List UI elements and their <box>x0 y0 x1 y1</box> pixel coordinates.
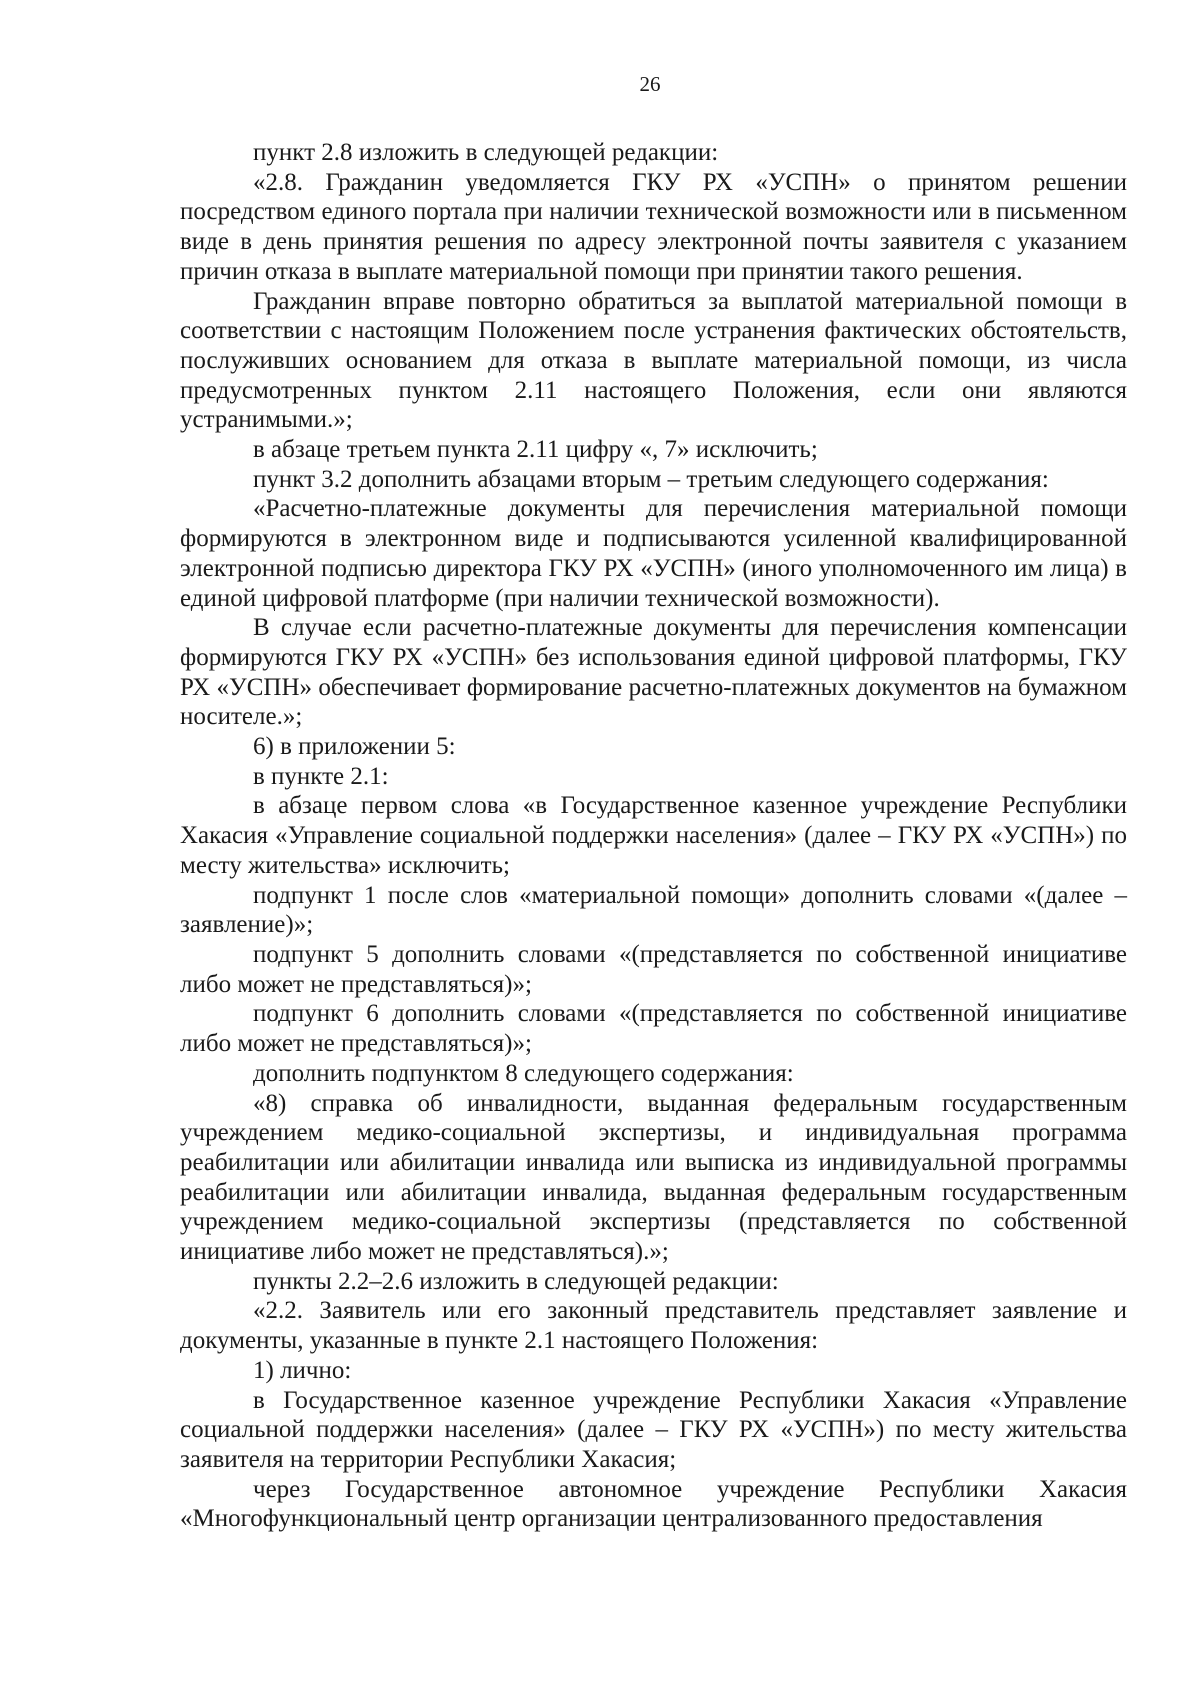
paragraph: подпункт 1 после слов «материальной помощи» дополнить словами «(далее – заявление)»; <box>180 881 1127 939</box>
paragraph: «Расчетно-платежные документы для перечисления материальной помощи формируются в электронном виде и подписываются усиленной квалифицированной электронной подписью директора ГКУ РХ «УСПН» (иного уполномоченного им лица) в единой цифровой платформе (при наличии технической возможности). <box>180 495 1127 612</box>
paragraph: Гражданин вправе повторно обратиться за выплатой материальной помощи в соответствии с настоящим Положением после устранения фактических обстоятельств, послуживших основанием для отказа в выплате материальной помощи, из числа предусмотренных пунктом 2.11 настоящего Положения, если они являются устранимыми.»; <box>180 287 1127 434</box>
paragraph: в абзаце первом слова «в Государственное казенное учреждение Республики Хакасия «Управление социальной поддержки населения» (далее – ГКУ РХ «УСПН») по месту жительства» исключить; <box>180 792 1127 879</box>
paragraph: подпункт 5 дополнить словами «(представляется по собственной инициативе либо может не представляться)»; <box>180 940 1127 998</box>
paragraph: пункт 3.2 дополнить абзацами вторым – третьим следующего содержания: <box>253 465 1049 493</box>
paragraph: «2.2. Заявитель или его законный представитель представляет заявление и документы, указанные в пункте 2.1 настоящего Положения: <box>180 1297 1127 1355</box>
paragraph: 1) лично: <box>253 1356 352 1384</box>
paragraph: через Государственное автономное учреждение Республики Хакасия «Многофункциональный центр организации централизованного предоставления <box>180 1475 1127 1533</box>
paragraph: «8) справка об инвалидности, выданная федеральным государственным учреждением медико-социальной экспертизы, и индивидуальная программа реабилитации или абилитации инвалида или выписка из индивидуальной программы реабилитации или абилитации инвалида, выданная федеральным государственным учреждением медико-социальной экспертизы (представляется по собственной инициативе либо может не представляться).»; <box>180 1089 1127 1266</box>
paragraph: дополнить подпунктом 8 следующего содержания: <box>253 1059 794 1087</box>
paragraph: «2.8. Гражданин уведомляется ГКУ РХ «УСПН» о принятом решении посредством единого портала при наличии технической возможности или в письменном виде в день принятия решения по адресу электронной почты заявителя с указанием причин отказа в выплате материальной помощи при принятии такого решения. <box>180 168 1127 285</box>
paragraph: в Государственное казенное учреждение Республики Хакасия «Управление социальной поддержки населения» (далее – ГКУ РХ «УСПН») по месту жительства заявителя на территории Республики Хакасия; <box>180 1386 1127 1473</box>
paragraph: в пункте 2.1: <box>253 762 389 790</box>
paragraph: пункты 2.2–2.6 изложить в следующей редакции: <box>253 1267 779 1295</box>
paragraph: подпункт 6 дополнить словами «(представляется по собственной инициативе либо может не представляться)»; <box>180 1000 1127 1058</box>
page-number: 26 <box>639 72 661 96</box>
paragraph: В случае если расчетно-платежные документы для перечисления компенсации формируются ГКУ РХ «УСПН» без использования единой цифровой платформы, ГКУ РХ «УСПН» обеспечивает формирование расчетно-платежных документов на бумажном носителе.»; <box>180 614 1127 731</box>
paragraph: в абзаце третьем пункта 2.11 цифру «, 7» исключить; <box>253 436 818 464</box>
paragraph: пункт 2.8 изложить в следующей редакции: <box>253 139 719 166</box>
document-body <box>180 138 1127 1534</box>
paragraph: 6) в приложении 5: <box>253 733 456 761</box>
